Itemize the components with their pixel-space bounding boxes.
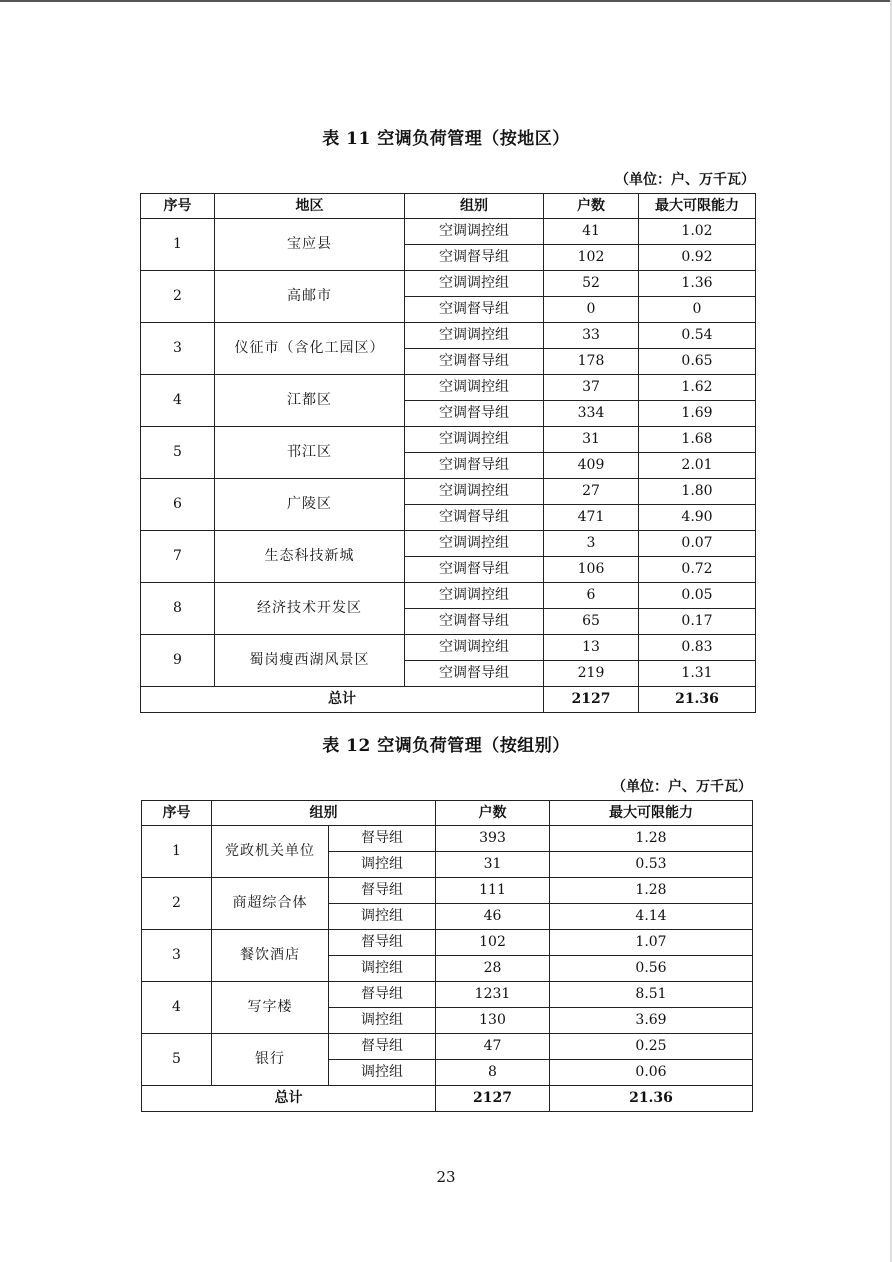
household-count: 52 [544,271,639,297]
household-count: 334 [544,401,639,427]
max-capacity: 0.06 [550,1060,753,1086]
table-row [142,930,753,956]
household-count: 65 [544,609,639,635]
table11-header-no: 序号 [141,194,215,219]
region-name: 广陵区 [215,479,405,531]
group-name: 空调调控组 [405,271,544,297]
table12-total-count: 2127 [436,1086,550,1112]
max-capacity: 0.17 [639,609,756,635]
max-capacity: 4.14 [550,904,753,930]
household-count: 28 [436,956,550,982]
table12-header-no: 序号 [142,801,212,826]
group-name: 调控组 [329,956,436,982]
group-name: 空调督导组 [405,453,544,479]
group-name: 空调调控组 [405,583,544,609]
row-number: 7 [141,531,215,583]
household-count: 102 [544,245,639,271]
table-row [142,826,753,852]
category-name: 银行 [212,1034,329,1086]
category-name: 党政机关单位 [212,826,329,878]
household-count: 0 [544,297,639,323]
table11-header-group: 组别 [405,194,544,219]
household-count: 6 [544,583,639,609]
table12-header-row [142,801,753,826]
group-name: 督导组 [329,878,436,904]
max-capacity: 1.07 [550,930,753,956]
table12-unit: （单位：户、万千瓦） [612,779,752,795]
max-capacity: 1.28 [550,826,753,852]
group-name: 空调督导组 [405,297,544,323]
household-count: 47 [436,1034,550,1060]
table11-header-capacity: 最大可限能力 [639,194,756,219]
group-name: 空调调控组 [405,427,544,453]
max-capacity: 0.53 [550,852,753,878]
household-count: 41 [544,219,639,245]
table12-total-label: 总计 [142,1086,436,1112]
table11-title: 表 11 空调负荷管理（按地区） [322,129,570,149]
group-name: 空调督导组 [405,661,544,687]
table11-body [141,219,756,687]
group-name: 空调督导组 [405,245,544,271]
row-number: 5 [141,427,215,479]
group-name: 调控组 [329,852,436,878]
household-count: 33 [544,323,639,349]
max-capacity: 8.51 [550,982,753,1008]
max-capacity: 0.83 [639,635,756,661]
household-count: 111 [436,878,550,904]
table-row [141,635,756,661]
page-top-border [0,0,892,2]
group-name: 空调督导组 [405,505,544,531]
region-name: 宝应县 [215,219,405,271]
table-row [142,982,753,1008]
row-number: 3 [142,930,212,982]
household-count: 471 [544,505,639,531]
group-name: 空调调控组 [405,531,544,557]
category-name: 写字楼 [212,982,329,1034]
table11-total-count: 2127 [544,687,639,713]
page-number: 23 [436,1168,456,1186]
group-name: 督导组 [329,1034,436,1060]
household-count: 31 [544,427,639,453]
group-name: 空调调控组 [405,635,544,661]
table11 [140,193,756,713]
region-name: 蜀岗瘦西湖风景区 [215,635,405,687]
max-capacity: 4.90 [639,505,756,531]
household-count: 8 [436,1060,550,1086]
max-capacity: 0.92 [639,245,756,271]
table12-header-group: 组别 [212,801,436,826]
group-name: 空调调控组 [405,323,544,349]
table12 [141,800,753,1112]
table-row [141,531,756,557]
household-count: 3 [544,531,639,557]
table11-total-capacity: 21.36 [639,687,756,713]
row-number: 4 [142,982,212,1034]
row-number: 8 [141,583,215,635]
max-capacity: 1.68 [639,427,756,453]
row-number: 1 [142,826,212,878]
table-row [141,583,756,609]
table11-unit: （单位：户、万千瓦） [615,172,755,188]
max-capacity: 1.28 [550,878,753,904]
region-name: 经济技术开发区 [215,583,405,635]
group-name: 空调督导组 [405,557,544,583]
table11-header-count: 户数 [544,194,639,219]
max-capacity: 0.72 [639,557,756,583]
group-name: 督导组 [329,930,436,956]
table12-total-row [142,1086,753,1112]
group-name: 调控组 [329,904,436,930]
household-count: 46 [436,904,550,930]
table-row [142,1034,753,1060]
max-capacity: 0.54 [639,323,756,349]
row-number: 2 [141,271,215,323]
group-name: 空调督导组 [405,349,544,375]
max-capacity: 1.62 [639,375,756,401]
household-count: 219 [544,661,639,687]
max-capacity: 2.01 [639,453,756,479]
group-name: 空调调控组 [405,219,544,245]
group-name: 督导组 [329,826,436,852]
household-count: 178 [544,349,639,375]
row-number: 3 [141,323,215,375]
region-name: 生态科技新城 [215,531,405,583]
category-name: 餐饮酒店 [212,930,329,982]
max-capacity: 0.05 [639,583,756,609]
table-row [141,479,756,505]
row-number: 6 [141,479,215,531]
household-count: 130 [436,1008,550,1034]
household-count: 13 [544,635,639,661]
table12-header-capacity: 最大可限能力 [550,801,753,826]
household-count: 409 [544,453,639,479]
max-capacity: 0 [639,297,756,323]
household-count: 1231 [436,982,550,1008]
max-capacity: 1.02 [639,219,756,245]
region-name: 江都区 [215,375,405,427]
table12-header-count: 户数 [436,801,550,826]
max-capacity: 0.56 [550,956,753,982]
group-name: 空调调控组 [405,479,544,505]
row-number: 2 [142,878,212,930]
household-count: 393 [436,826,550,852]
table-row [141,219,756,245]
table-row [141,375,756,401]
group-name: 调控组 [329,1060,436,1086]
group-name: 空调督导组 [405,401,544,427]
max-capacity: 0.07 [639,531,756,557]
table-row [141,271,756,297]
max-capacity: 0.65 [639,349,756,375]
household-count: 37 [544,375,639,401]
household-count: 31 [436,852,550,878]
table-row [141,427,756,453]
table12-title: 表 12 空调负荷管理（按组别） [322,736,570,756]
category-name: 商超综合体 [212,878,329,930]
household-count: 102 [436,930,550,956]
row-number: 9 [141,635,215,687]
region-name: 高邮市 [215,271,405,323]
group-name: 调控组 [329,1008,436,1034]
max-capacity: 1.31 [639,661,756,687]
max-capacity: 1.80 [639,479,756,505]
group-name: 空调调控组 [405,375,544,401]
row-number: 5 [142,1034,212,1086]
household-count: 27 [544,479,639,505]
household-count: 106 [544,557,639,583]
table-row [141,323,756,349]
table12-total-capacity: 21.36 [550,1086,753,1112]
table11-header-region: 地区 [215,194,405,219]
row-number: 4 [141,375,215,427]
row-number: 1 [141,219,215,271]
table11-total-row [141,687,756,713]
region-name: 邗江区 [215,427,405,479]
table11-total-label: 总计 [141,687,544,713]
max-capacity: 1.36 [639,271,756,297]
table-row [142,878,753,904]
region-name: 仪征市（含化工园区） [215,323,405,375]
group-name: 督导组 [329,982,436,1008]
max-capacity: 0.25 [550,1034,753,1060]
group-name: 空调督导组 [405,609,544,635]
max-capacity: 1.69 [639,401,756,427]
table11-header-row [141,194,756,219]
table12-body [142,826,753,1086]
max-capacity: 3.69 [550,1008,753,1034]
